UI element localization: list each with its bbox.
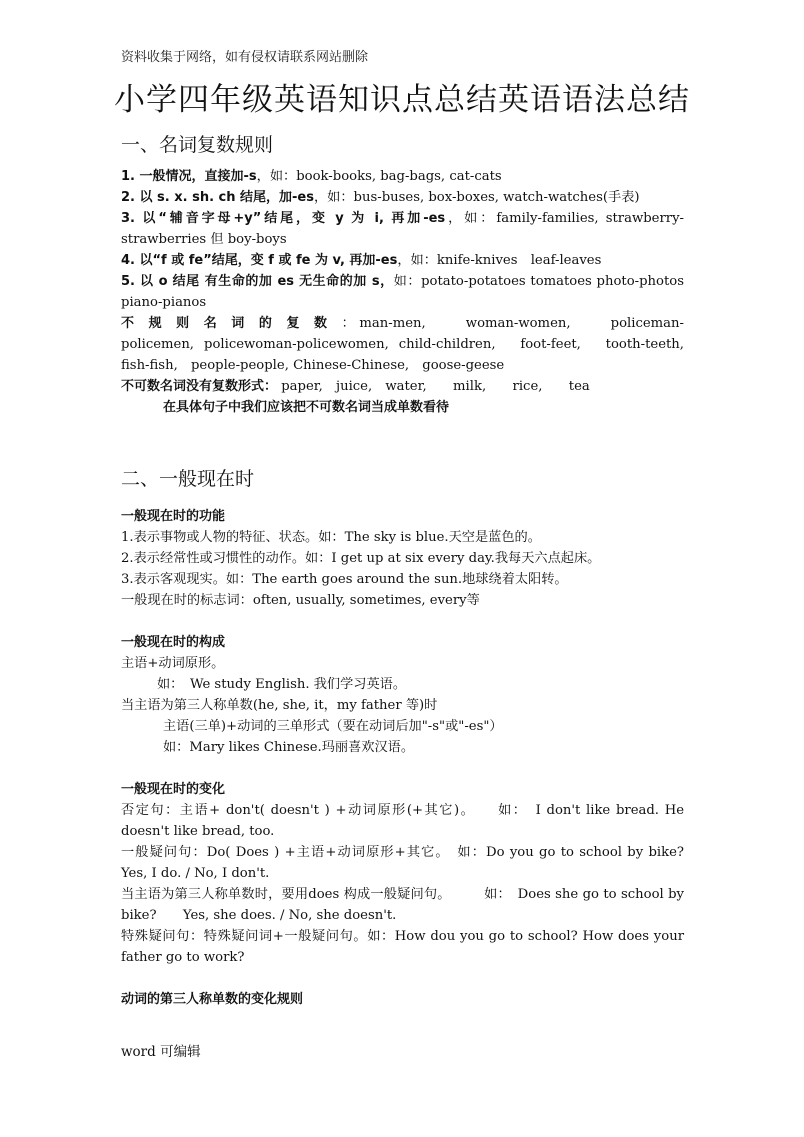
uncountable-nouns-text: paper, juice, water, milk, rice, tea [277, 379, 590, 394]
form-3: 当主语为第三人称单数(he, she, it，my father 等)时 [121, 698, 438, 713]
function-2: 2.表示经常性或习惯性的动作。如：I get up at six every day.我每天六点起床。 [121, 551, 601, 566]
rule-3-text: ，如：family-families, strawberry-strawberries 但 boy-boys [121, 211, 684, 247]
rule-2 [121, 187, 684, 208]
form-1: 主语+动词原形。 [121, 656, 225, 671]
header-note: 资料收集于网络，如有侵权请联系网站删除 [121, 50, 369, 65]
special-question: 特殊疑问句：特殊疑问词+一般疑问句。如：How dou you go to school? How does your father go to work? [121, 929, 684, 965]
third-person-question: 当主语为第三人称单数时，要用does 构成一般疑问句。 如： Does she go to school by bike? Yes, she does. / No, she doesn't. [121, 887, 684, 923]
page-title: 小学四年级英语知识点总结英语语法总结 [114, 82, 690, 118]
form-heading: 一般现在时的构成 [121, 635, 226, 650]
rule-1 [121, 166, 684, 187]
form-2: 如： We study English. 我们学习英语。 [157, 677, 407, 692]
section-heading-present-simple: 二、一般现在时 [121, 468, 255, 490]
function-3: 3.表示客观现实。如：The earth goes around the sun.地球绕着太阳转。 [121, 572, 568, 587]
rule-2-bold: 2. 以 s. x. sh. ch 结尾，加-es [121, 190, 314, 205]
uncountable-nouns-bold: 不可数名词没有复数形式： [121, 379, 278, 394]
function-heading: 一般现在时的功能 [121, 509, 226, 524]
irregular-plurals [121, 313, 698, 376]
negative-form: 否定句：主语+ don't( doesn't ) +动词原形(+其它)。 如： I don't like bread. He doesn't like bread, too. [121, 803, 684, 839]
irregular-plurals-bold: 不规则名词的复数 [121, 316, 342, 331]
footer-note: word 可编辑 [121, 1044, 201, 1060]
section-heading-plural: 一、名词复数规则 [121, 134, 274, 156]
rule-4-text: ，如：knife-knives leaf-leaves [397, 253, 602, 268]
change-heading: 一般现在时的变化 [121, 782, 226, 797]
form-5: 如：Mary likes Chinese.玛丽喜欢汉语。 [163, 740, 415, 755]
rule-5 [121, 271, 684, 313]
rule-3 [121, 208, 684, 250]
irregular-plurals-text: ：man-men, woman-women, policeman-policemen, policewoman-policewomen, child-children, foot-feet, tooth-teeth, fish-fish, people-people, Chinese-Chinese, goose-geese [121, 316, 698, 373]
function-1: 1.表示事物或人物的特征、状态。如：The sky is blue.天空是蓝色的。 [121, 530, 541, 545]
rule-1-text: ，如：book-books, bag-bags, cat-cats [256, 169, 502, 184]
rule-4 [121, 250, 684, 271]
rule-2-text: ，如：bus-buses, box-boxes, watch-watches(手表) [313, 190, 640, 205]
rule-1-bold: 1. 一般情况，直接加-s [121, 169, 257, 184]
rule-4-bold: 4. 以“f 或 fe”结尾，变 f 或 fe 为 v, 再加-es [121, 253, 398, 268]
third-person-heading: 动词的第三人称单数的变化规则 [121, 992, 304, 1007]
form-4: 主语(三单)+动词的三单形式（要在动词后加"-s"或"-es"） [163, 719, 503, 734]
document-body [121, 132, 711, 1010]
uncountable-note: 在具体句子中我们应该把不可数名词当成单数看待 [163, 400, 450, 415]
rule-5-bold: 5. 以 o 结尾 有生命的加 es 无生命的加 s， [121, 274, 394, 289]
rule-5-text: 如：potato-potatoes tomatoes photo-photos piano-pianos [121, 274, 684, 310]
signal-words: 一般现在时的标志词：often, usually, sometimes, every等 [121, 593, 480, 608]
question-form: 一般疑问句：Do( Does ) +主语+动词原形+其它。 如：Do you go to school by bike? Yes, I do. / No, I don't. [121, 845, 711, 881]
rule-3-bold: 3. 以“辅音字母+y”结尾，变 y 为 i, 再加-es [121, 211, 446, 226]
uncountable-nouns [121, 376, 684, 397]
